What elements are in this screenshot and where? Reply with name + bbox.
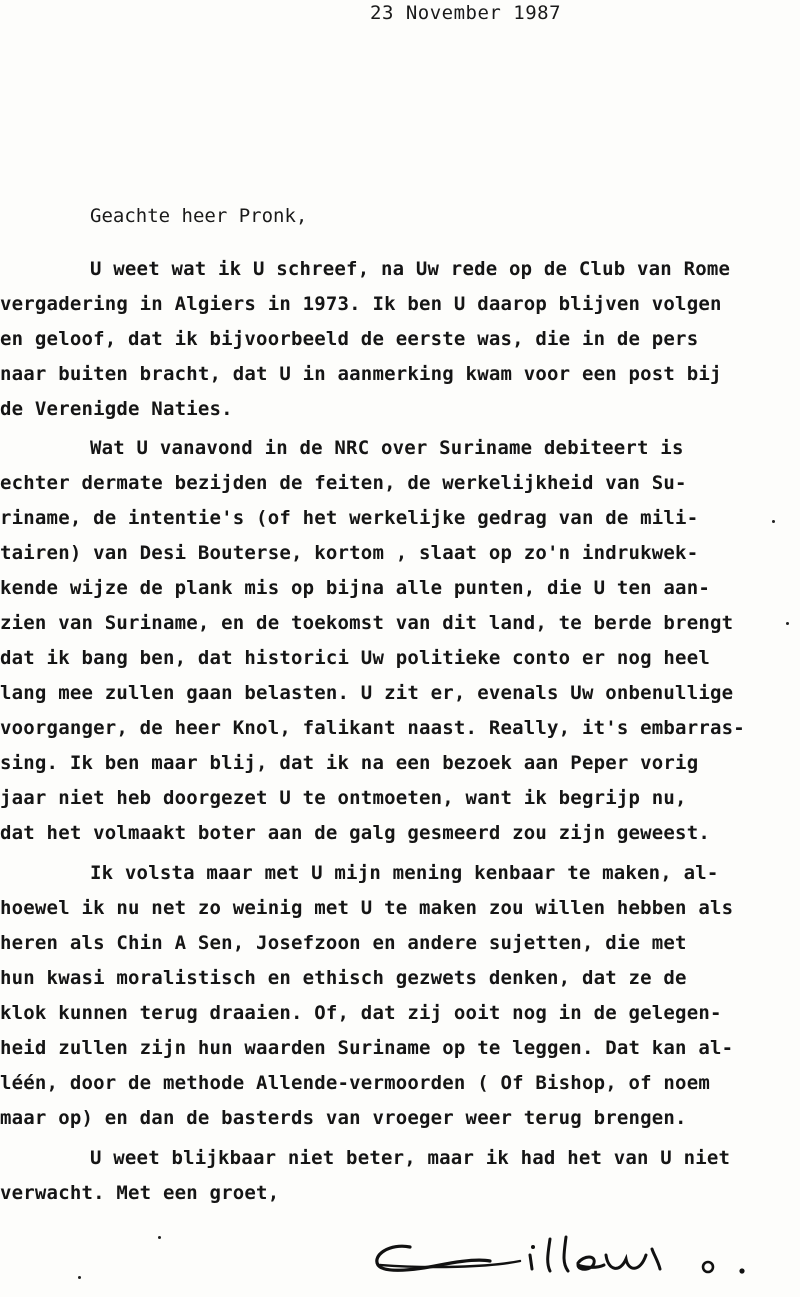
salutation: Geachte heer Pronk, [90,205,308,227]
body-line: U weet blijkbaar niet beter, maar ik had het van U niet [90,1147,731,1169]
ink-speck [78,1276,81,1279]
body-line: en geloof, dat ik bijvoorbeeld de eerste was, die in de pers [0,328,699,350]
body-line: vergadering in Algiers in 1973. Ik ben U daarop blijven volgen [0,293,722,315]
body-line: verwacht. Met een groet, [0,1182,280,1204]
letter-date: 23 November 1987 [370,2,562,24]
body-line: jaar niet heb doorgezet U te ontmoeten, want ik begrijp nu, [0,787,687,809]
body-line: naar buiten bracht, dat U in aanmerking kwam voor een post bij [0,363,722,385]
body-line: de Verenigde Naties. [0,398,233,420]
handwritten-signature [370,1225,790,1285]
body-line: hoewel ik nu net zo weinig met U te maken zou willen hebben als [0,897,734,919]
ink-speck [786,622,789,625]
body-line: tairen) van Desi Bouterse, kortom , slaat op zo'n indrukwek- [0,542,699,564]
body-line: hun kwasi moralistisch en ethisch gezwets denken, dat ze de [0,967,687,989]
body-line: echter dermate bezijden de feiten, de werkelijkheid van Su- [0,472,687,494]
body-line: Ik volsta maar met U mijn mening kenbaar te maken, al- [90,862,719,884]
body-line: léén, door de methode Allende-vermoorden ( Of Bishop, of noem [0,1072,710,1094]
body-line: dat ik bang ben, dat historici Uw politieke conto er nog heel [0,647,710,669]
body-line: heid zullen zijn hun waarden Suriname op te leggen. Dat kan al- [0,1037,734,1059]
body-line: U weet wat ik U schreef, na Uw rede op de Club van Rome [90,258,731,280]
ink-speck [772,520,775,523]
body-line: lang mee zullen gaan belasten. U zit er, evenals Uw onbenullige [0,682,734,704]
body-line: maar op) en dan de basterds van vroeger weer terug brengen. [0,1107,687,1129]
ink-speck [158,1236,161,1239]
body-line: heren als Chin A Sen, Josefzoon en andere sujetten, die met [0,932,687,954]
body-line: zien van Suriname, en de toekomst van dit land, te berde brengt [0,612,734,634]
body-line: dat het volmaakt boter aan de galg gesmeerd zou zijn geweest. [0,822,710,844]
body-line: voorganger, de heer Knol, falikant naast. Really, it's embarras- [0,717,745,739]
body-line: klok kunnen terug draaien. Of, dat zij ooit nog in de gelegen- [0,1002,722,1024]
body-line: Wat U vanavond in de NRC over Suriname debiteert is [90,437,684,459]
body-line: sing. Ik ben maar blij, dat ik na een bezoek aan Peper vorig [0,752,699,774]
body-line: kende wijze de plank mis op bijna alle punten, die U ten aan- [0,577,710,599]
body-line: riname, de intentie's (of het werkelijke gedrag van de mili- [0,507,699,529]
